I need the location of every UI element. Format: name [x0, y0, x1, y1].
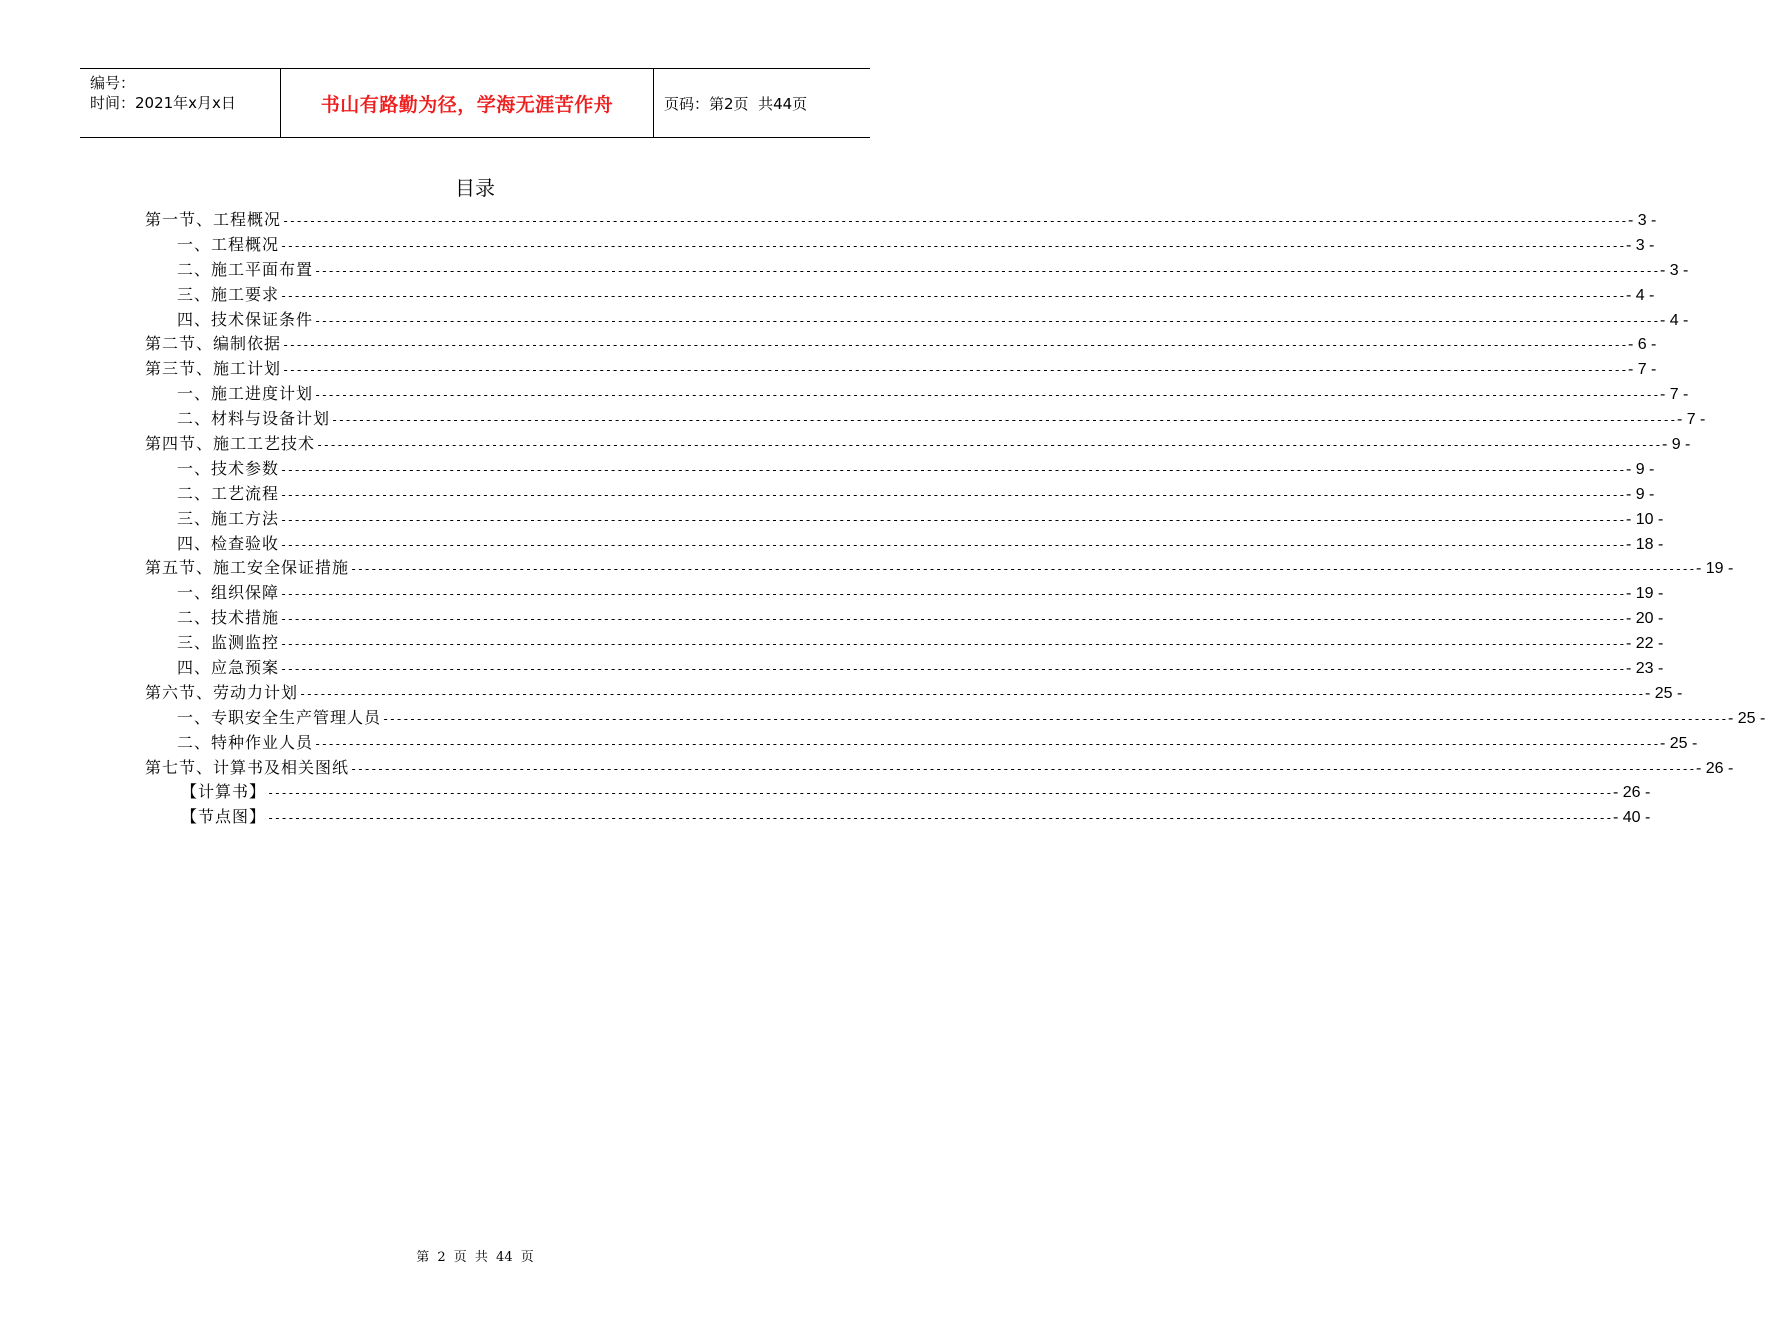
header-page-info [654, 69, 870, 137]
toc-entry-page: - 7 - [1627, 361, 1657, 379]
toc-leader-dashes: -------------------------------------------------------------------------------------------------------------------------------------------------------------------------------------------------------- [280, 637, 1625, 652]
toc-entry-title: 第四节、施工工艺技术 [145, 434, 316, 454]
toc-entry-title: 第一节、工程概况 [145, 210, 282, 229]
toc-entry-title: 第六节、劳动力计划 [145, 682, 299, 702]
toc-entry[interactable] [145, 407, 1706, 432]
toc-entry[interactable] [145, 432, 1691, 457]
toc-entry-title: 一、技术参数 [177, 458, 280, 478]
toc-entry[interactable] [145, 357, 1657, 382]
toc-entry-title: 三、施工要求 [177, 284, 280, 304]
toc-leader-dashes: -------------------------------------------------------------------------------------------------------------------------------------------------------------------------------------------------------- [267, 811, 1612, 826]
toc-entry[interactable] [145, 656, 1664, 681]
toc-entry-page: - 10 - [1625, 510, 1664, 528]
toc-entry[interactable] [145, 507, 1664, 532]
toc-entry-page: - 7 - [1676, 411, 1706, 429]
toc-entry-page: - 26 - [1612, 784, 1651, 802]
toc-entry-title: 三、施工方法 [177, 508, 280, 528]
toc-leader-dashes: -------------------------------------------------------------------------------------------------------------------------------------------------------------------------------------------------------- [282, 363, 1627, 378]
toc-entry-title: 一、专职安全生产管理人员 [177, 707, 382, 727]
toc-leader-dashes: -------------------------------------------------------------------------------------------------------------------------------------------------------------------------------------------------------- [280, 612, 1625, 627]
toc-entry[interactable] [145, 308, 1689, 333]
toc-entry-page: - 3 - [1625, 236, 1655, 254]
toc-leader-dashes: -------------------------------------------------------------------------------------------------------------------------------------------------------------------------------------------------------- [280, 238, 1625, 253]
toc-entry-title: 四、技术保证条件 [177, 309, 314, 329]
toc-entry-page: - 20 - [1625, 610, 1664, 628]
toc-entry[interactable] [145, 731, 1698, 756]
toc-entry-page: - 25 - [1659, 734, 1698, 752]
header-meta [80, 69, 281, 137]
toc-leader-dashes: -------------------------------------------------------------------------------------------------------------------------------------------------------------------------------------------------------- [331, 413, 1676, 428]
page-header [80, 68, 870, 138]
toc-entry-page: - 9 - [1625, 485, 1655, 503]
toc-entry-page: - 18 - [1625, 535, 1664, 553]
toc-entry-title: 二、材料与设备计划 [177, 409, 331, 429]
toc-entry[interactable] [145, 581, 1664, 606]
toc-leader-dashes: -------------------------------------------------------------------------------------------------------------------------------------------------------------------------------------------------------- [299, 686, 1644, 701]
toc-entry-page: - 6 - [1627, 336, 1657, 354]
toc-entry-page: - 9 - [1661, 436, 1691, 454]
toc-entry[interactable] [145, 482, 1655, 507]
toc-entry-page: - 23 - [1625, 660, 1664, 678]
toc-entry-title: 【节点图】 [181, 807, 267, 827]
toc-entry-page: - 25 - [1644, 684, 1683, 702]
toc-entry[interactable] [145, 208, 1657, 233]
toc-entry[interactable] [145, 532, 1664, 557]
toc-entry-title: 三、监测监控 [177, 633, 280, 653]
toc-entry[interactable] [145, 606, 1664, 631]
toc-entry-title: 第五节、施工安全保证措施 [145, 558, 350, 578]
toc-leader-dashes: -------------------------------------------------------------------------------------------------------------------------------------------------------------------------------------------------------- [316, 438, 1661, 453]
toc-leader-dashes: -------------------------------------------------------------------------------------------------------------------------------------------------------------------------------------------------------- [280, 537, 1625, 552]
toc-leader-dashes: -------------------------------------------------------------------------------------------------------------------------------------------------------------------------------------------------------- [280, 587, 1625, 602]
toc-entry-page: - 7 - [1659, 386, 1689, 404]
toc-entry-title: 二、特种作业人员 [177, 732, 314, 752]
toc-entry-title: 四、检查验收 [177, 533, 280, 553]
toc-entry-page: - 9 - [1625, 460, 1655, 478]
toc-entry-title: 二、施工平面布置 [177, 259, 314, 279]
toc-entry-title: 二、工艺流程 [177, 483, 280, 503]
toc-entry-page: - 25 - [1727, 709, 1765, 727]
document-date: 时间：2021年x月x日 [90, 94, 236, 112]
toc-entry-page: - 19 - [1695, 560, 1734, 578]
toc-entry-title: 第三节、施工计划 [145, 359, 282, 379]
toc-leader-dashes: -------------------------------------------------------------------------------------------------------------------------------------------------------------------------------------------------------- [280, 288, 1625, 303]
toc-entry-title: 一、工程概况 [177, 234, 280, 254]
toc-leader-dashes: -------------------------------------------------------------------------------------------------------------------------------------------------------------------------------------------------------- [282, 338, 1627, 353]
toc-entry[interactable] [145, 706, 1765, 731]
toc-leader-dashes: -------------------------------------------------------------------------------------------------------------------------------------------------------------------------------------------------------- [314, 736, 1659, 751]
toc-entry-page: - 3 - [1627, 212, 1657, 229]
toc-entry-page: - 40 - [1612, 809, 1651, 827]
toc-leader-dashes: -------------------------------------------------------------------------------------------------------------------------------------------------------------------------------------------------------- [267, 786, 1612, 801]
toc-leader-dashes: -------------------------------------------------------------------------------------------------------------------------------------------------------------------------------------------------------- [280, 662, 1625, 677]
toc-entry-page: - 4 - [1659, 311, 1689, 329]
document-number-label: 编号： [90, 74, 136, 92]
toc-entry[interactable] [145, 681, 1683, 706]
toc-entry-page: - 3 - [1659, 261, 1689, 279]
toc-leader-dashes: -------------------------------------------------------------------------------------------------------------------------------------------------------------------------------------------------------- [382, 711, 1727, 726]
toc-entry-title: 第七节、计算书及相关图纸 [145, 757, 350, 777]
toc-leader-dashes: -------------------------------------------------------------------------------------------------------------------------------------------------------------------------------------------------------- [350, 761, 1695, 776]
toc-leader-dashes: -------------------------------------------------------------------------------------------------------------------------------------------------------------------------------------------------------- [280, 487, 1625, 502]
toc-entry-title: 【计算书】 [181, 782, 267, 802]
toc-leader-dashes: -------------------------------------------------------------------------------------------------------------------------------------------------------------------------------------------------------- [280, 512, 1625, 527]
page-footer: 第 2 页 共 44 页 [416, 1250, 534, 1265]
toc-leader-dashes: -------------------------------------------------------------------------------------------------------------------------------------------------------------------------------------------------------- [282, 214, 1627, 228]
toc-entry-page: - 4 - [1625, 286, 1655, 304]
toc-entry[interactable] [145, 457, 1655, 482]
toc-entry[interactable] [145, 805, 1651, 830]
toc-entry[interactable] [145, 780, 1651, 805]
toc-leader-dashes: -------------------------------------------------------------------------------------------------------------------------------------------------------------------------------------------------------- [280, 462, 1625, 477]
toc-entry-page: - 26 - [1695, 759, 1734, 777]
header-page-number: 页码：第2页 共44页 [664, 94, 808, 113]
toc-entry-page: - 22 - [1625, 635, 1664, 653]
toc-leader-dashes: -------------------------------------------------------------------------------------------------------------------------------------------------------------------------------------------------------- [314, 263, 1659, 278]
toc-entry-title: 一、组织保障 [177, 583, 280, 603]
toc-entry[interactable] [145, 332, 1657, 357]
table-of-contents [145, 208, 1765, 830]
header-motto: 书山有路勤为径，学海无涯苦作舟 [281, 69, 654, 137]
toc-entry[interactable] [145, 756, 1734, 781]
toc-entry-title: 一、施工进度计划 [177, 384, 314, 404]
toc-entry-title: 二、技术措施 [177, 608, 280, 628]
toc-entry[interactable] [145, 258, 1689, 283]
toc-leader-dashes: -------------------------------------------------------------------------------------------------------------------------------------------------------------------------------------------------------- [314, 388, 1659, 403]
toc-entry[interactable] [145, 556, 1734, 581]
toc-leader-dashes: -------------------------------------------------------------------------------------------------------------------------------------------------------------------------------------------------------- [350, 562, 1695, 577]
toc-entry[interactable] [145, 233, 1655, 258]
toc-entry[interactable] [145, 382, 1689, 407]
toc-entry-page: - 19 - [1625, 585, 1664, 603]
toc-entry[interactable] [145, 631, 1664, 656]
toc-entry-title: 四、应急预案 [177, 658, 280, 678]
toc-leader-dashes: -------------------------------------------------------------------------------------------------------------------------------------------------------------------------------------------------------- [314, 313, 1659, 328]
toc-title: 目录 [455, 176, 495, 200]
toc-entry-title: 第二节、编制依据 [145, 334, 282, 354]
toc-entry[interactable] [145, 283, 1655, 308]
